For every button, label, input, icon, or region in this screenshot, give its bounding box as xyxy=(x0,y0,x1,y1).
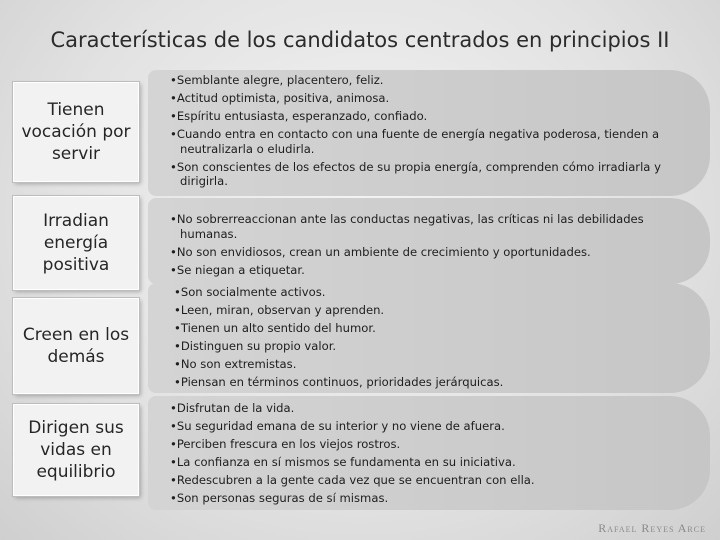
label-box-2 xyxy=(13,196,139,290)
label-box-3 xyxy=(13,298,139,394)
bullet-item: • Leen, miran, observan y aprenden. xyxy=(172,303,680,318)
bullet-item: • Espíritu entusiasta, esperanzado, confiado. xyxy=(168,109,680,124)
bullet-item: • Son personas seguras de sí mismas. xyxy=(168,491,680,506)
bullet-item: • Tienen un alto sentido del humor. xyxy=(172,321,680,336)
bullet-item: • Redescubren a la gente cada vez que se encuentran con ella. xyxy=(168,473,680,488)
bullet-item: • Se niegan a etiquetar. xyxy=(168,263,680,278)
content-panel-4 xyxy=(148,396,710,510)
bullet-item: • Su seguridad emana de su interior y no viene de afuera. xyxy=(168,419,680,434)
bullet-item: • Semblante alegre, placentero, feliz. xyxy=(168,73,680,88)
bullet-item: • Cuando entra en contacto con una fuente de energía negativa poderosa, tienden a neutralizarla o eludirla. xyxy=(168,127,680,156)
bullet-item: • La confianza en sí mismos se fundamenta en su iniciativa. xyxy=(168,455,680,470)
label-box-1 xyxy=(13,82,139,182)
bullet-item: • Son conscientes de los efectos de su propia energía, comprenden cómo irradiarla y dirigirla. xyxy=(168,160,680,189)
bullet-item: • No son envidiosos, crean un ambiente de crecimiento y oportunidades. xyxy=(168,245,680,260)
content-panel-1 xyxy=(148,70,710,196)
slide-title: Características de los candidatos centrados en principios II xyxy=(50,28,670,52)
label-text: Dirigen sus vidas en equilibrio xyxy=(28,418,124,482)
bullet-list-4 xyxy=(148,396,710,506)
bullet-item: • Perciben frescura en los viejos rostros. xyxy=(168,437,680,452)
bullet-item: • Piensan en términos continuos, prioridades jerárquicas. xyxy=(172,375,680,390)
label-text: Irradian energía positiva xyxy=(42,211,110,275)
author-signature: Rafael Reyes Arce xyxy=(598,521,706,535)
bullet-item: • No sobrerreaccionan ante las conductas negativas, las críticas ni las debilidades humanas. xyxy=(168,212,680,241)
content-panel-3 xyxy=(148,283,710,393)
bullet-item: • Actitud optimista, positiva, animosa. xyxy=(168,91,680,106)
bullet-list-3 xyxy=(148,283,710,390)
label-box-4 xyxy=(13,404,139,496)
bullet-item: • Distinguen su propio valor. xyxy=(172,339,680,354)
label-text: Tienen vocación por servir xyxy=(21,100,131,164)
label-text: Creen en los demás xyxy=(22,325,130,367)
bullet-item: • No son extremistas. xyxy=(172,357,680,372)
content-panel-2 xyxy=(148,198,710,284)
bullet-list-2 xyxy=(148,198,710,277)
bullet-item: • Son socialmente activos. xyxy=(172,285,680,300)
bullet-list-1 xyxy=(148,70,710,189)
bullet-item: • Disfrutan de la vida. xyxy=(168,401,680,416)
